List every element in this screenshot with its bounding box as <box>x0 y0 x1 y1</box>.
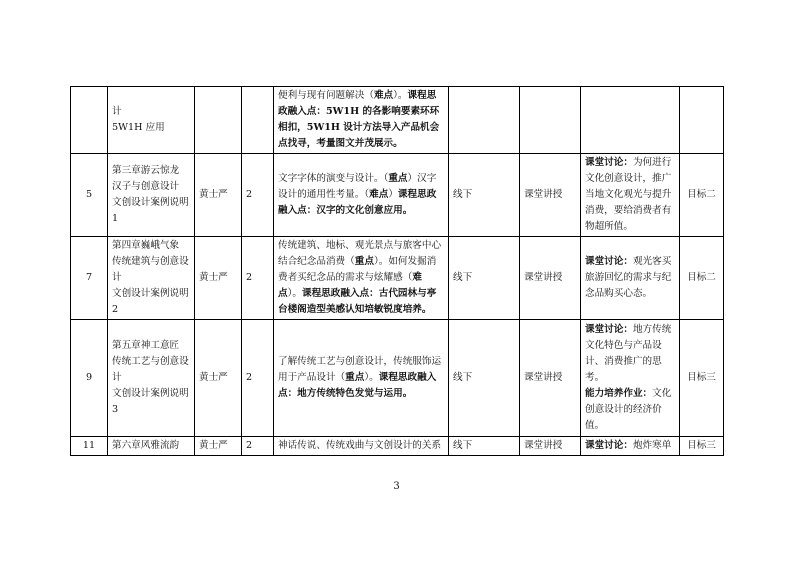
homework-cell <box>581 87 680 154</box>
teacher-cell <box>195 237 242 320</box>
course-target: 目标三 <box>687 372 716 383</box>
week-cell <box>71 87 108 154</box>
chapter-line: 传统工艺与创意设计 <box>112 356 189 383</box>
target-cell <box>680 320 724 437</box>
chapter-cell <box>108 154 195 237</box>
content-segment: 了解传统工艺与创意设计，传统服饰运用于产品设计（ <box>278 356 442 383</box>
table-row <box>71 320 724 437</box>
target-cell <box>680 87 724 154</box>
content-segment: 难点 <box>278 272 422 299</box>
chapter-line: 2 <box>112 304 119 315</box>
teacher-cell <box>195 320 242 437</box>
week-cell <box>71 237 108 320</box>
homework-cell <box>581 154 680 237</box>
teaching-mode: 线下 <box>453 272 473 283</box>
method-cell <box>520 320 581 437</box>
chapter-cell <box>108 320 195 437</box>
chapter-cell <box>108 237 195 320</box>
content-segment: 重点 <box>388 173 408 184</box>
chapter-line: 5W1H 应用 <box>112 122 165 133</box>
teaching-mode: 线下 <box>453 189 473 200</box>
content-segment: 重点 <box>354 256 374 267</box>
chapter-cell <box>108 437 195 456</box>
teacher-name: 黄士严 <box>199 440 228 451</box>
chapter-line: 第五章神工意匠 <box>112 340 180 351</box>
hours-cell <box>242 87 274 154</box>
chapter-line: 文创设计案例说明 <box>112 388 189 399</box>
method-cell <box>520 437 581 456</box>
content-cell <box>274 237 449 320</box>
content-segment: 课程思政融入点：地方传统特色发觉与运用。 <box>278 372 437 399</box>
content-segment: 课程思政融入点：汉字的文化创意应用。 <box>278 189 437 216</box>
mode-cell <box>449 437 520 456</box>
chapter-line: 文创设计案例说明 <box>112 288 189 299</box>
chapter-line: 3 <box>112 404 119 415</box>
content-segment: 重点 <box>345 372 365 383</box>
homework-segment: 地方传统文化特色与产品设计、消费推广的思考。 <box>585 324 672 383</box>
week-number: 11 <box>82 440 96 451</box>
mode-cell <box>449 237 520 320</box>
page-number: 3 <box>393 481 400 492</box>
teacher-name: 黄士严 <box>199 372 228 383</box>
week-cell <box>71 437 108 456</box>
content-segment: 课程思政融入点：5W1H 的各影响要素环环相扣，5W1H 设计方法导入产品机会点找寻，考量图文并茂展示。 <box>278 90 440 149</box>
content-cell <box>274 87 449 154</box>
content-segment: 神话传说、传统戏曲与文创设计的关系 <box>278 440 442 451</box>
homework-segment: 炮炸寒单 <box>632 440 672 451</box>
homework-cell <box>581 437 680 456</box>
teacher-cell <box>195 154 242 237</box>
teaching-method: 课堂讲授 <box>524 272 563 283</box>
homework-segment: 观光客买旅游回忆的需求与纪念品购买心态。 <box>585 256 672 299</box>
hours-value: 2 <box>246 272 253 283</box>
week-number: 5 <box>85 189 93 200</box>
table-body <box>71 87 724 456</box>
table-row <box>71 437 724 456</box>
content-segment: 课程思政融入点：古代园林与亭台楼阁造型美感认知培敏锐度培养。 <box>278 288 437 315</box>
table-row <box>71 87 724 154</box>
mode-cell <box>449 154 520 237</box>
homework-cell <box>581 320 680 437</box>
content-segment: ） <box>388 189 398 200</box>
method-cell <box>520 154 581 237</box>
chapter-line: 传统建筑与创意设计 <box>112 256 189 283</box>
hours-value: 2 <box>246 440 253 451</box>
week-cell <box>71 154 108 237</box>
content-segment: 难点 <box>373 90 394 101</box>
homework-segment: 文化创意设计的经济价值。 <box>585 388 672 431</box>
content-segment: 传统建筑、地标、观光景点与旅客中心结合纪念品消费（ <box>278 240 442 267</box>
course-schedule-table <box>70 86 724 456</box>
chapter-line: 第四章巍峨气象 <box>112 240 180 251</box>
table-row <box>71 237 724 320</box>
course-target: 目标二 <box>687 272 716 283</box>
chapter-line: 第六章风雅流韵 <box>112 440 180 451</box>
content-segment: ）。 <box>393 90 408 101</box>
homework-segment: 课堂讨论： <box>585 256 633 267</box>
content-segment: 难点 <box>369 189 389 200</box>
content-segment: 文字字体的演变与设计。（ <box>278 173 389 184</box>
week-cell <box>71 320 108 437</box>
course-target: 目标三 <box>687 440 716 451</box>
teacher-cell <box>195 87 242 154</box>
homework-segment: 课堂讨论： <box>585 157 633 168</box>
homework-cell <box>581 237 680 320</box>
target-cell <box>680 237 724 320</box>
teaching-mode: 线下 <box>453 440 473 451</box>
content-cell <box>274 320 449 437</box>
content-segment: ）。 <box>287 288 302 299</box>
content-cell <box>274 154 449 237</box>
chapter-line: 第三章游云惊龙 <box>112 165 180 176</box>
hours-cell <box>242 154 274 237</box>
content-cell <box>274 437 449 456</box>
chapter-line: 计 <box>112 106 122 117</box>
week-number: 7 <box>85 272 93 283</box>
target-cell <box>680 154 724 237</box>
hours-cell <box>242 437 274 456</box>
teaching-method: 课堂讲授 <box>524 440 563 451</box>
table-row <box>71 154 724 237</box>
course-target: 目标二 <box>687 189 716 200</box>
mode-cell <box>449 320 520 437</box>
week-number: 9 <box>85 372 93 383</box>
hours-value: 2 <box>246 372 253 383</box>
method-cell <box>520 87 581 154</box>
content-segment: ）。 <box>364 372 379 383</box>
target-cell <box>680 437 724 456</box>
content-segment: 便利与现有问题解决（ <box>278 90 374 101</box>
chapter-line: 汉子与创意设计 <box>112 181 180 192</box>
teaching-method: 课堂讲授 <box>524 189 563 200</box>
homework-segment: 课堂讨论： <box>585 324 633 335</box>
mode-cell <box>449 87 520 154</box>
homework-segment: 课堂讨论： <box>585 440 633 451</box>
homework-segment: 为何进行文化创意设计，推广当地文化观光与提升消费，要给消费者有物超所值。 <box>585 157 672 232</box>
teaching-method: 课堂讲授 <box>524 372 563 383</box>
chapter-cell <box>108 87 195 154</box>
chapter-line: 1 <box>112 213 119 224</box>
hours-value: 2 <box>246 189 253 200</box>
teacher-name: 黄士严 <box>199 272 228 283</box>
teaching-mode: 线下 <box>453 372 473 383</box>
hours-cell <box>242 320 274 437</box>
hours-cell <box>242 237 274 320</box>
teacher-name: 黄士严 <box>199 189 228 200</box>
content-segment: ）汉字设计的通用性考量。（ <box>278 173 437 200</box>
homework-segment: 能力培养作业： <box>585 388 653 399</box>
method-cell <box>520 237 581 320</box>
chapter-line: 文创设计案例说明 <box>112 197 189 208</box>
teacher-cell <box>195 437 242 456</box>
content-segment: ）。如何发掘消费者买纪念品的需求与炫耀感（ <box>278 256 437 283</box>
